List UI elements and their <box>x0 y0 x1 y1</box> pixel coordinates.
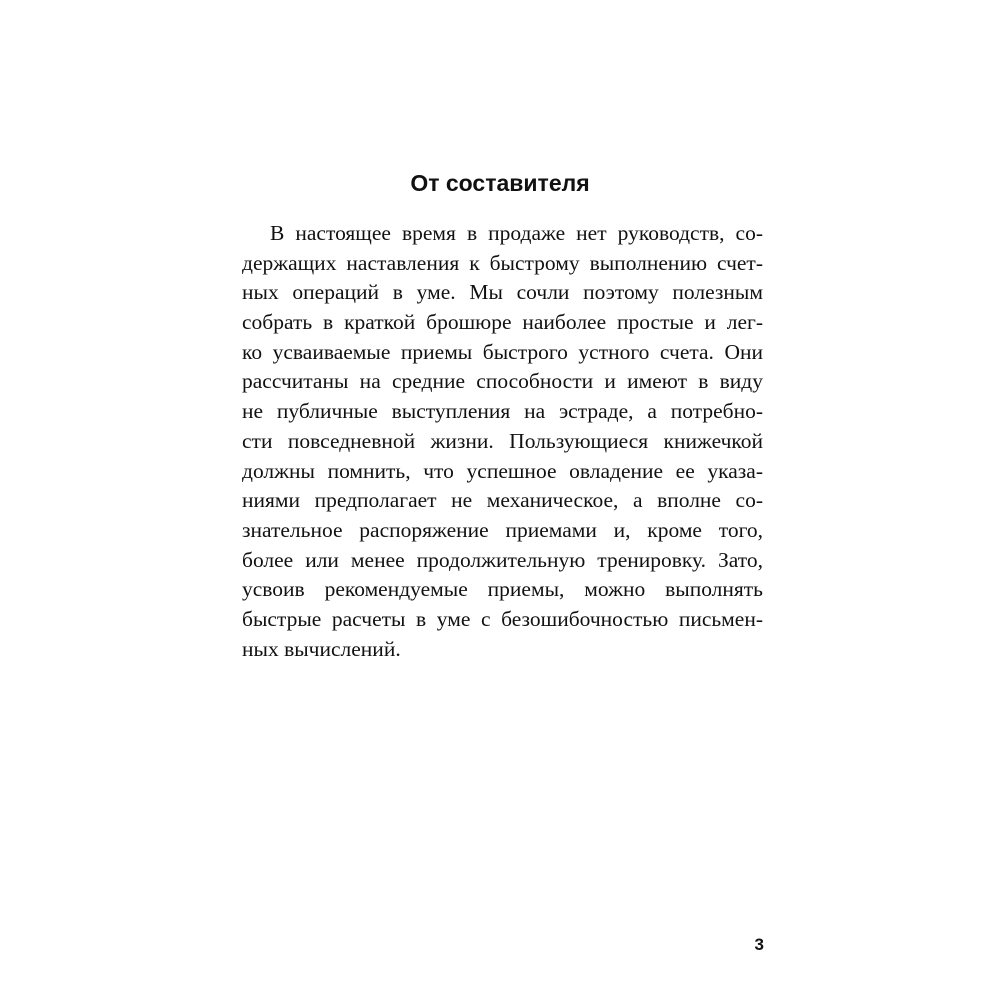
paragraph-line: должны помнить, что успешное овладение ее указа- <box>242 458 763 483</box>
paragraph-line: быстрые расчеты в уме с безошибочностью письмен- <box>242 606 763 631</box>
paragraph-line: ных вычислений. <box>242 636 401 661</box>
paragraph-line: ниями предполагает не механическое, а вполне со- <box>242 488 763 513</box>
page-number: 3 <box>754 935 764 954</box>
paragraph-line: усвоив рекомендуемые приемы, можно выполнять <box>242 577 763 602</box>
paragraph-line: рассчитаны на средние способности и имеют в виду <box>242 369 763 394</box>
paragraph-line: ко усваиваемые приемы быстрого устного счета. Они <box>242 339 763 364</box>
section-heading: От составителя <box>410 170 590 196</box>
paragraph-line: держащих наставления к быстрому выполнению счет- <box>242 250 763 275</box>
paragraph-line: сти повседневной жизни. Пользующиеся книжечкой <box>242 428 763 453</box>
paragraph-line: собрать в краткой брошюре наиболее простые и лег- <box>242 310 763 335</box>
paragraph-line: более или менее продолжительную тренировку. Зато, <box>242 547 763 572</box>
paragraph-line: В настоящее время в продаже нет руководств, со- <box>270 221 763 245</box>
paragraph <box>242 219 763 664</box>
paragraph-line: ных операций в уме. Мы сочли поэтому полезным <box>242 280 763 305</box>
paragraph-line: не публичные выступления на эстраде, а потребно- <box>242 399 763 424</box>
paragraph-line: знательное распоряжение приемами и, кроме того, <box>242 517 763 542</box>
